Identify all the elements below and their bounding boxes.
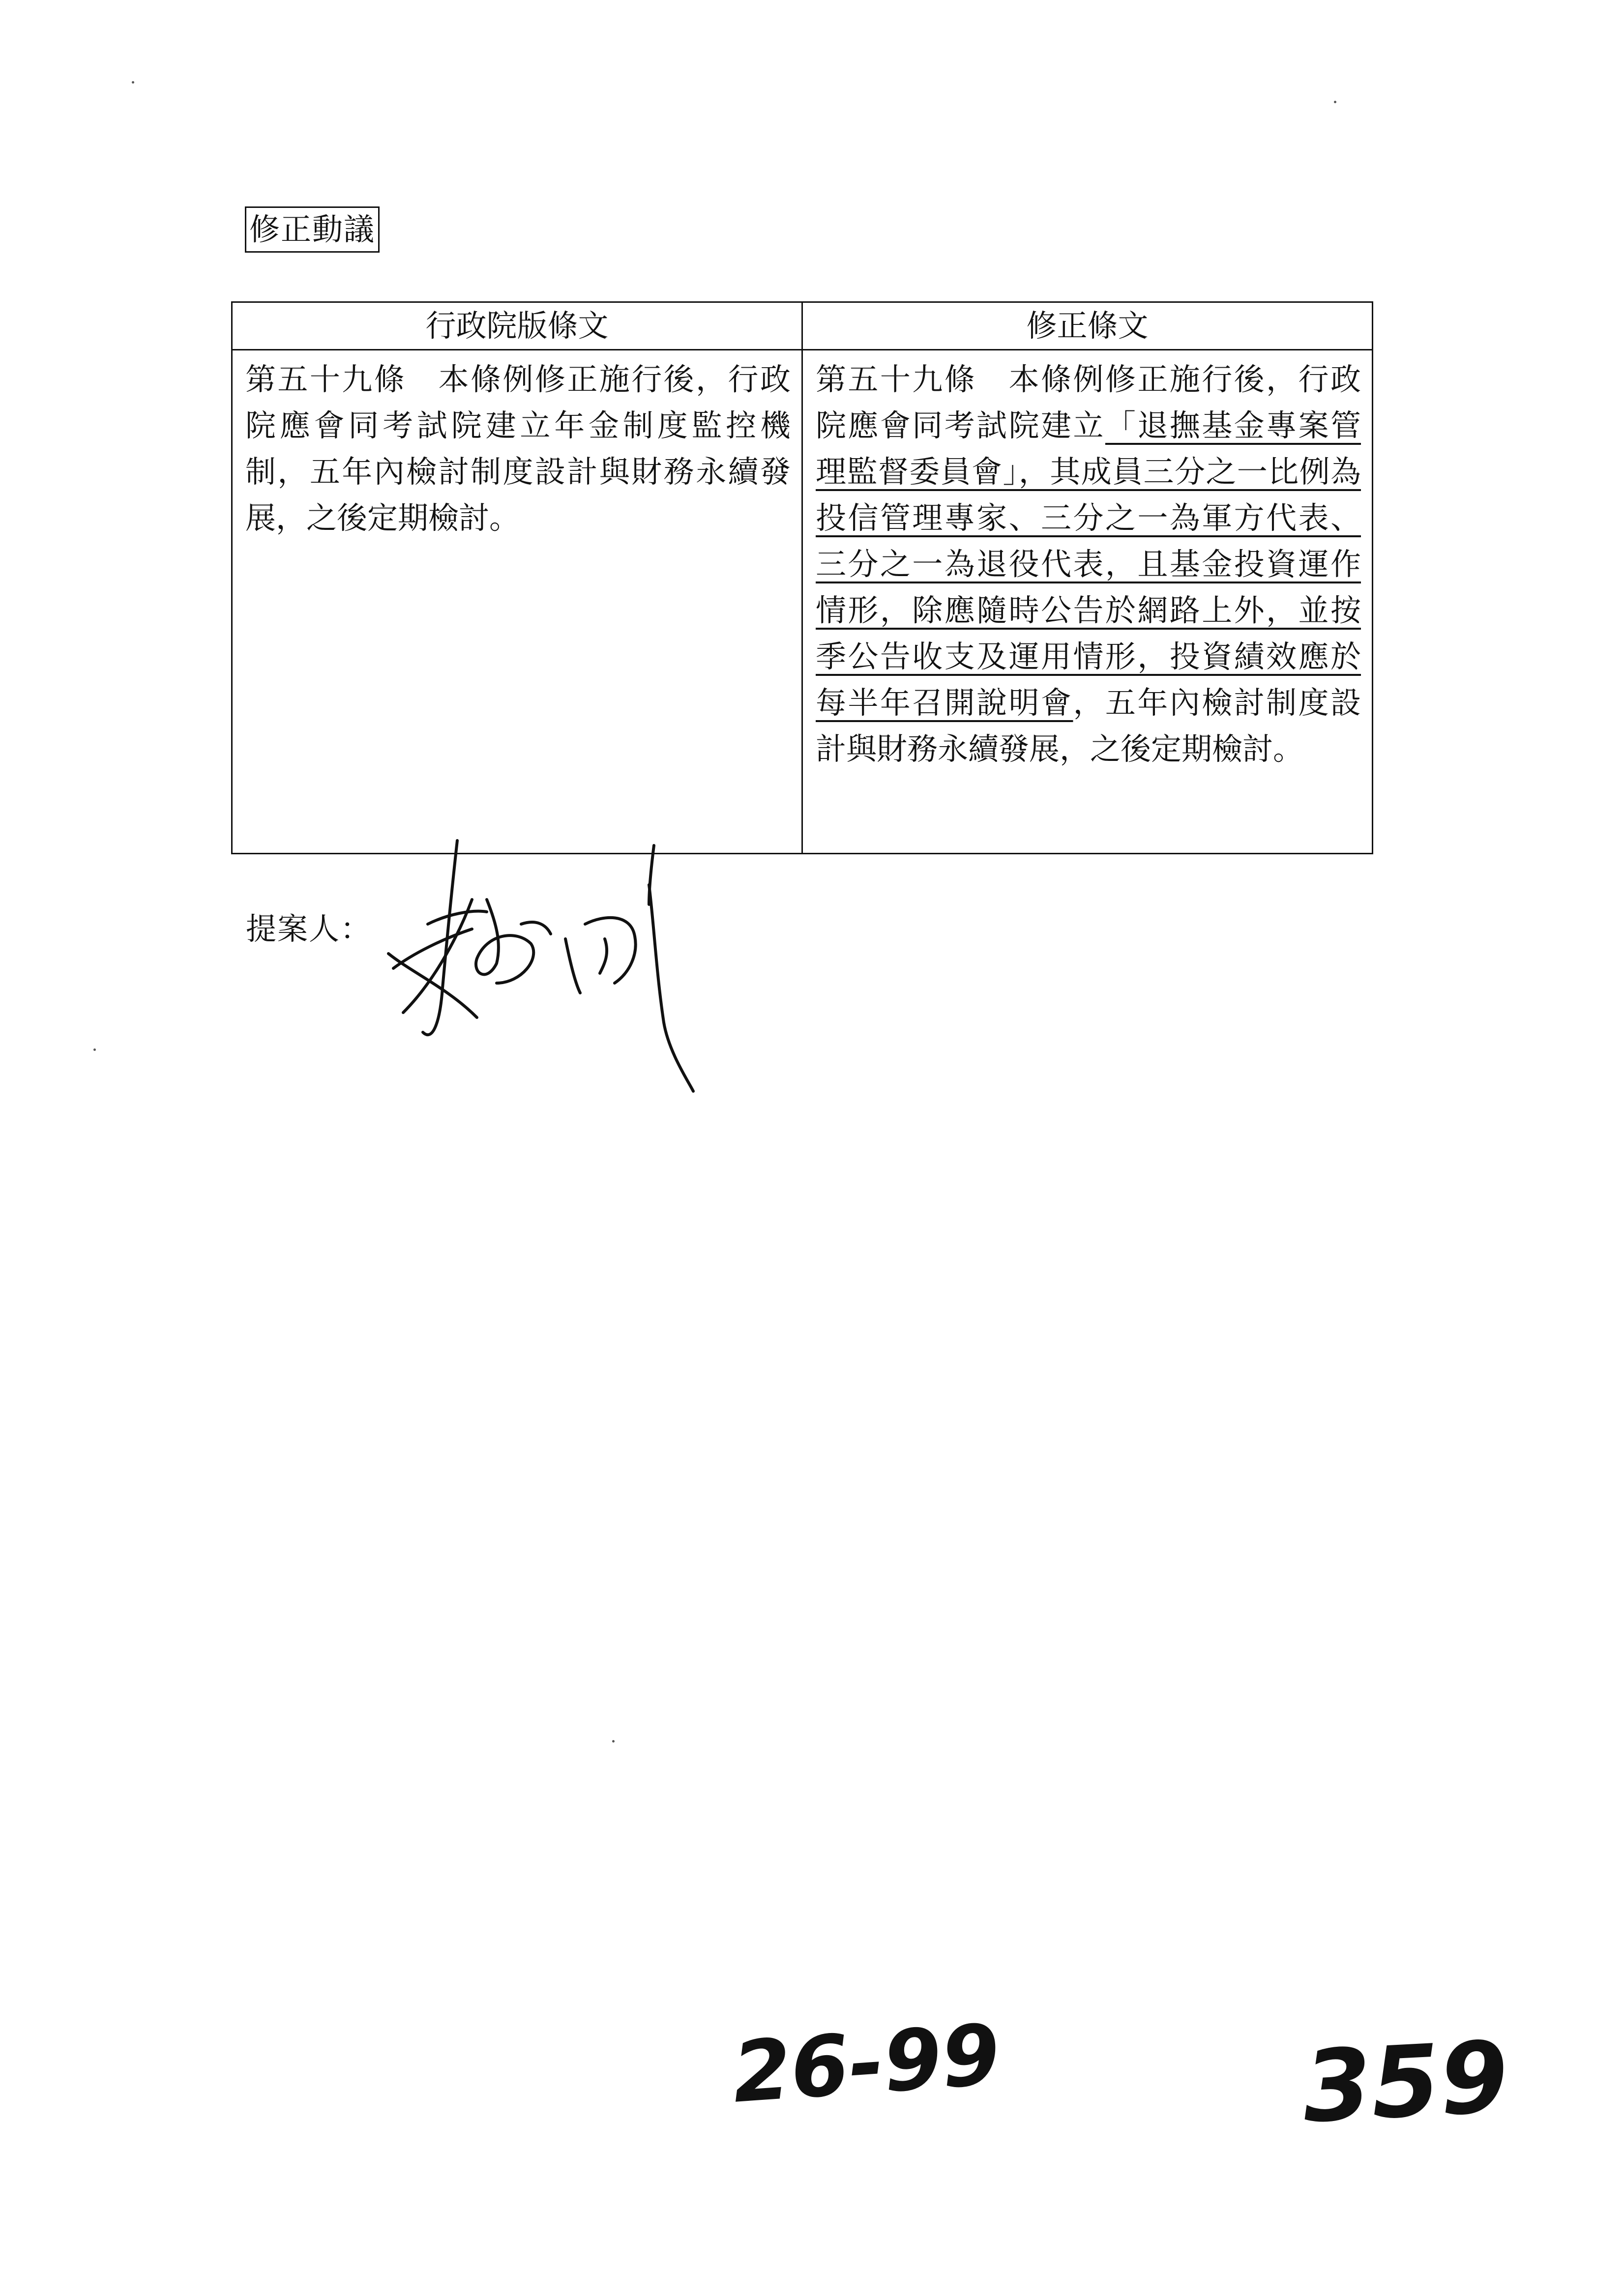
proposer-label: 提案人： (246, 911, 372, 947)
amended-text-suffix: ，五年內檢討制度設計與財務永續發展，之後定期檢討。 (816, 685, 1361, 767)
scan-speck (612, 1740, 615, 1743)
header-amended-version: 修正條文 (802, 302, 1373, 350)
comparison-table (231, 301, 1373, 854)
table-row (232, 350, 1373, 854)
scan-speck (93, 1048, 96, 1051)
amended-text-prefix: 第五十九條 本條例修正施行後，行政院應會同考試院建立 (816, 361, 1361, 443)
motion-label: 修正動議 (245, 206, 380, 253)
scan-speck (132, 81, 134, 84)
handwritten-code: 26-99 (729, 2006, 1003, 2122)
amended-text-underlined: 「退撫基金專案管理監督委員會」，其成員三分之一比例為投信管理專家、三分之一為軍方代表、三分之一為退役代表，且基金投資運作情形，除應隨時公告於網路上外，並按季公告收支及運用情形，投資績效應於每半年召開說明會 (816, 407, 1361, 721)
executive-version-text: 第五十九條 本條例修正施行後，行政院應會同考試院建立年金制度監控機制，五年內檢討制度設計與財務永續發展，之後定期檢討。 (232, 350, 802, 854)
header-executive-version: 行政院版條文 (232, 302, 802, 350)
amended-version-text (802, 350, 1373, 854)
handwritten-page-number: 359 (1300, 2020, 1511, 2145)
handwritten-signature (374, 826, 738, 1101)
scan-speck (1334, 101, 1336, 103)
table-header-row (232, 302, 1373, 350)
